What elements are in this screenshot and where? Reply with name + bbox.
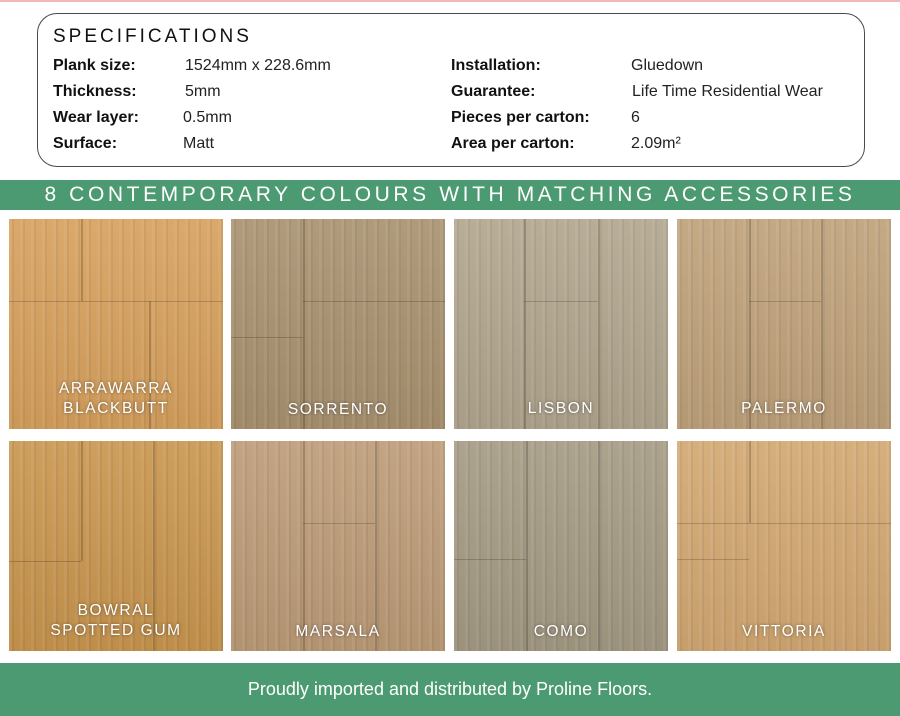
footer-banner: Proudly imported and distributed by Proline Floors. <box>0 663 900 716</box>
colour-swatch-marsala[interactable] <box>231 441 445 651</box>
swatch-name-line1: ARRAWARRA <box>58 380 173 397</box>
specifications-title: SPECIFICATIONS <box>53 26 252 47</box>
spec-label: Wear layer: <box>53 109 139 126</box>
spec-value: Gluedown <box>631 57 704 74</box>
colour-swatch-lisbon[interactable] <box>454 219 668 429</box>
spec-label: Thickness: <box>53 83 137 100</box>
spec-value: 6 <box>631 109 640 126</box>
colour-swatch-bowral-spotted-gum[interactable] <box>9 441 223 651</box>
top-accent-line <box>0 0 900 2</box>
spec-value: 5mm <box>185 83 221 100</box>
spec-value: 2.09m² <box>631 135 681 152</box>
spec-value: 1524mm x 228.6mm <box>185 57 331 74</box>
spec-value: Life Time Residential Wear <box>632 83 823 100</box>
spec-label: Installation: <box>451 57 541 74</box>
colour-swatch-palermo[interactable] <box>677 219 891 429</box>
swatch-name-line1: BOWRAL <box>77 602 155 619</box>
specifications-panel <box>37 13 865 167</box>
spec-value: 0.5mm <box>183 109 232 126</box>
swatch-name: PALERMO <box>741 400 827 417</box>
spec-label: Plank size: <box>53 57 136 74</box>
swatch-name: MARSALA <box>295 623 381 640</box>
spec-label: Surface: <box>53 135 118 152</box>
colour-swatch-sorrento[interactable] <box>231 219 445 429</box>
swatch-name: COMO <box>533 623 589 640</box>
swatch-name: SORRENTO <box>287 401 389 418</box>
swatch-name-line2: BLACKBUTT <box>63 400 169 417</box>
spec-label: Area per carton: <box>451 135 575 152</box>
colour-swatch-como[interactable] <box>454 441 668 651</box>
colours-banner: 8 CONTEMPORARY COLOURS WITH MATCHING ACCESSORIES <box>0 180 900 210</box>
colour-swatch-arrawarra-blackbutt[interactable] <box>9 219 223 429</box>
swatch-name: VITTORIA <box>742 623 826 640</box>
swatch-name-line2: SPOTTED GUM <box>50 622 182 639</box>
colour-swatch-vittoria[interactable] <box>677 441 891 651</box>
spec-label: Pieces per carton: <box>451 109 590 126</box>
swatch-name: LISBON <box>527 400 595 417</box>
spec-value: Matt <box>183 135 215 152</box>
spec-label: Guarantee: <box>451 83 536 100</box>
